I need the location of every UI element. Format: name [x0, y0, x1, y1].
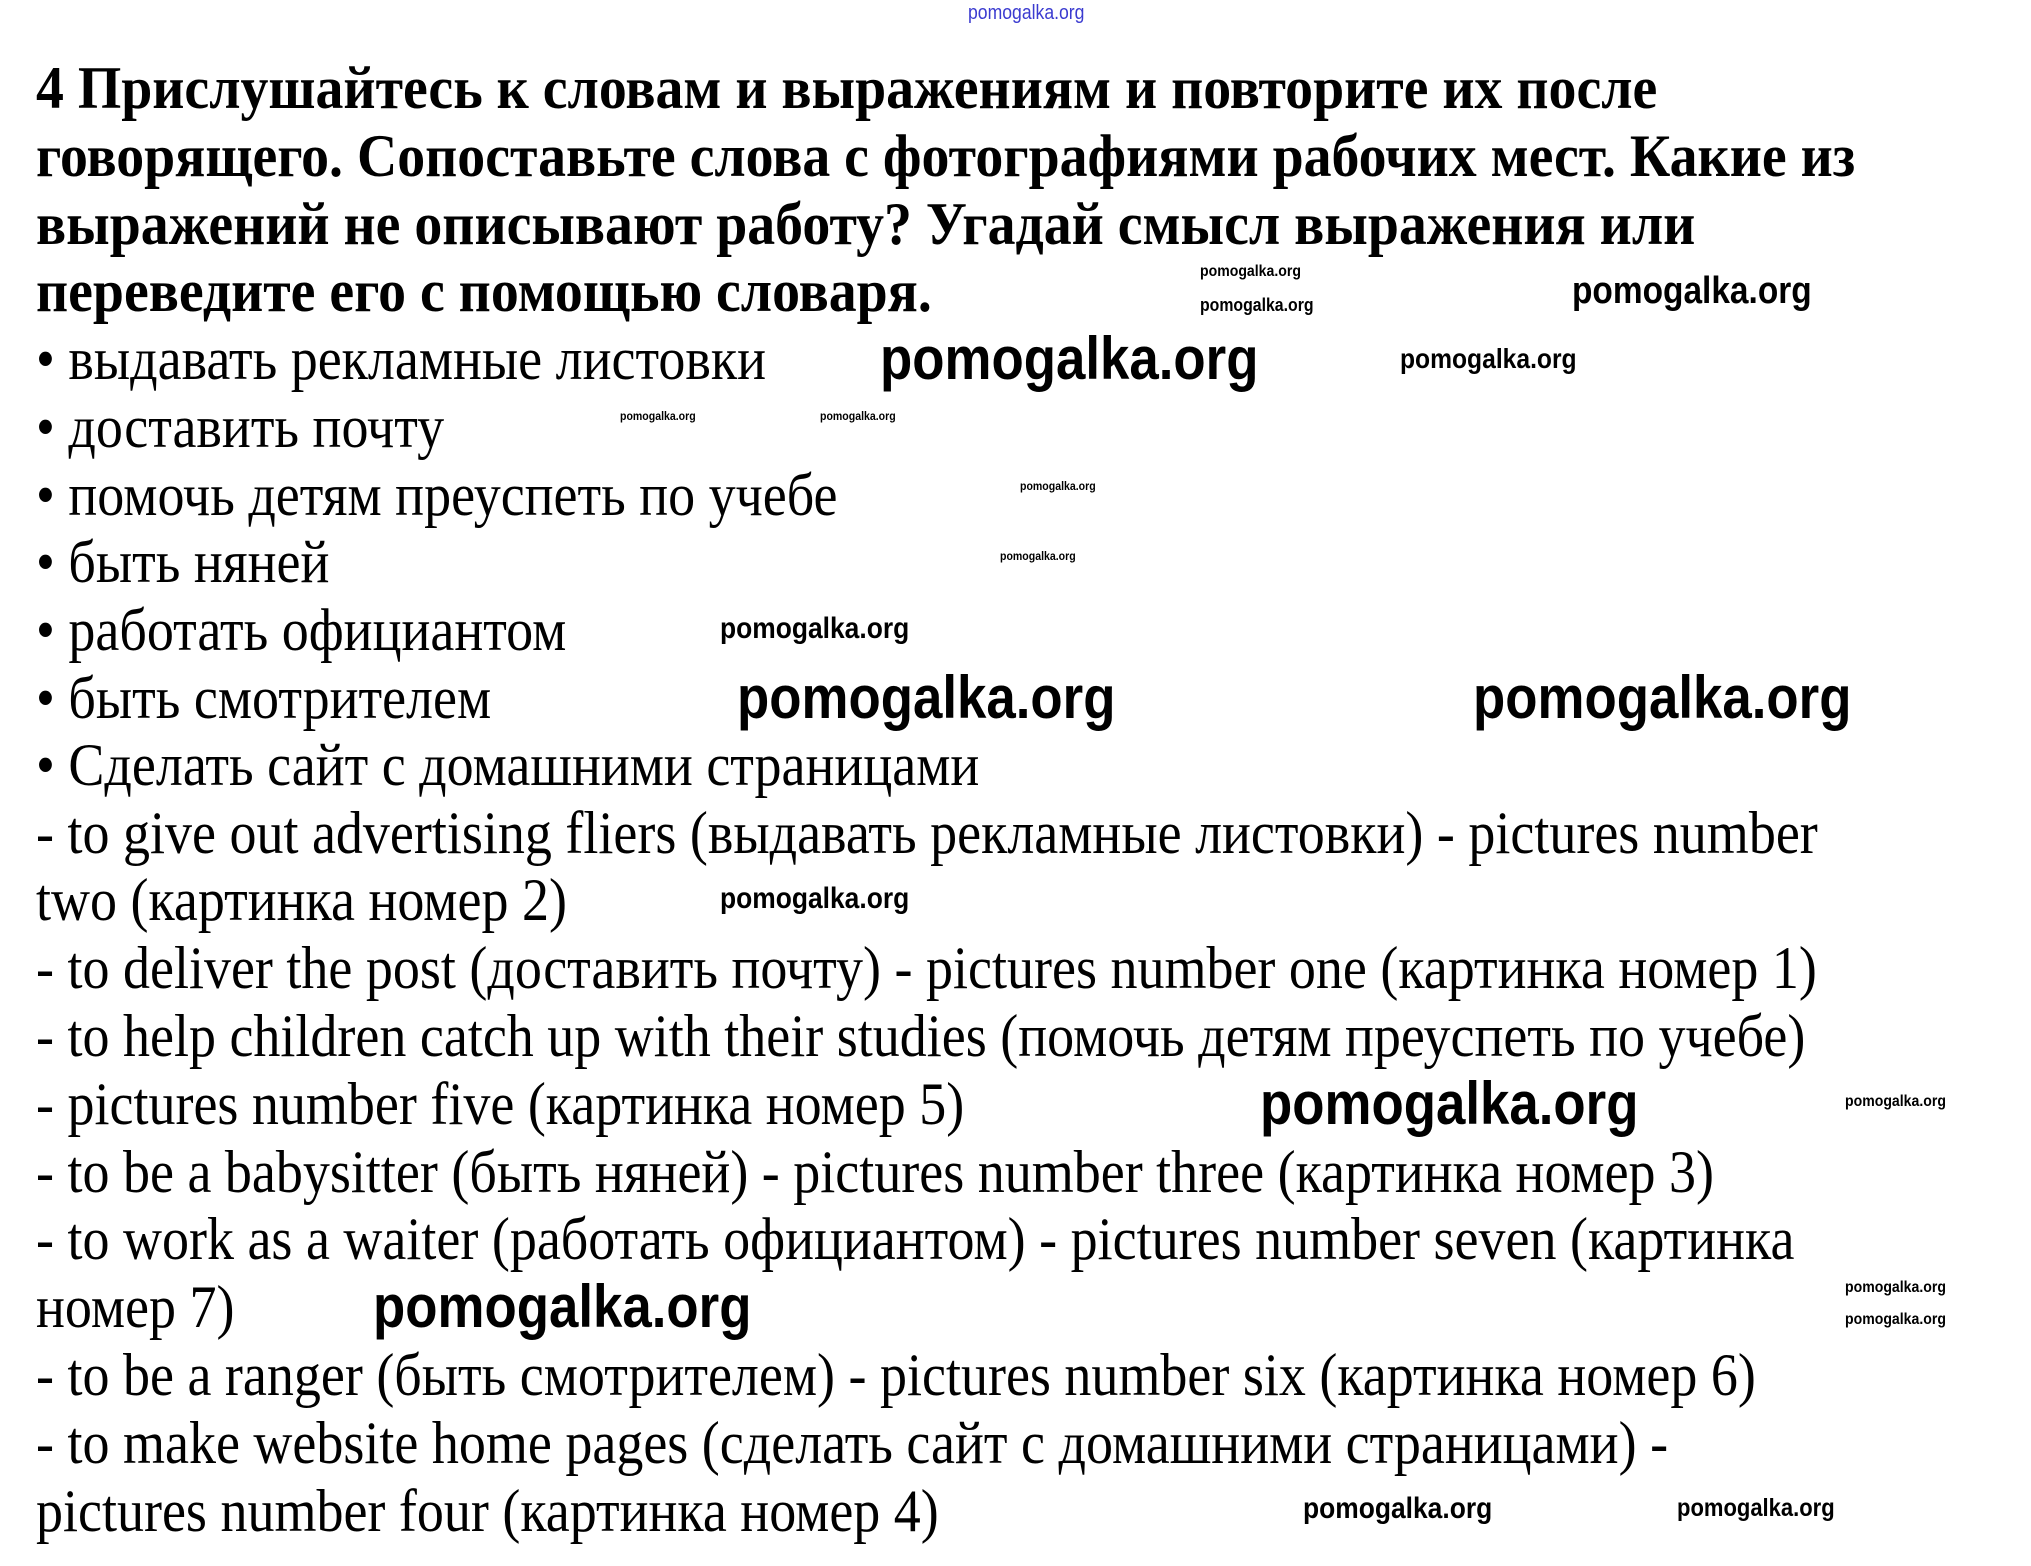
list-item: • Сделать сайт с домашними страницами: [36, 732, 980, 798]
answer-line: - to give out advertising fliers (выдавать рекламные листовки) - pictures number: [36, 800, 1818, 866]
watermark: pomogalka.org: [1845, 1279, 1946, 1296]
answer-line: two (картинка номер 2): [36, 867, 567, 933]
watermark: pomogalka.org: [1845, 1093, 1946, 1110]
answer-line: - to help children catch up with their studies (помочь детям преуспеть по учебе): [36, 1003, 1806, 1069]
title-line: переведите его с помощью словаря.: [36, 258, 932, 324]
answer-line: - pictures number five (картинка номер 5): [36, 1071, 965, 1137]
list-item: • быть няней: [36, 529, 330, 595]
watermark: pomogalka.org: [1200, 263, 1301, 280]
answer-line: - to be a babysitter (быть няней) - pictures number three (картинка номер 3): [36, 1139, 1715, 1205]
list-item: • быть смотрителем: [36, 665, 492, 731]
answer-line: номер 7): [36, 1274, 235, 1340]
title-line: выражений не описывают работу? Угадай смысл выражения или: [36, 191, 1696, 257]
watermark: pomogalka.org: [737, 664, 1116, 731]
watermark: pomogalka.org: [820, 409, 896, 423]
watermark: pomogalka.org: [1000, 549, 1076, 563]
watermark: pomogalka.org: [1260, 1070, 1639, 1137]
watermark: pomogalka.org: [1020, 479, 1096, 493]
title-line: 4 Прислушайтесь к словам и выражениям и повторите их после: [36, 55, 1658, 121]
answer-line: - to deliver the post (доставить почту) - pictures number one (картинка номер 1): [36, 935, 1817, 1001]
answer-line: pictures number four (картинка номер 4): [36, 1478, 939, 1544]
watermark: pomogalka.org: [1303, 1492, 1493, 1525]
watermark: pomogalka.org: [1200, 295, 1314, 315]
watermark: pomogalka.org: [1473, 664, 1852, 731]
list-item: • работать официантом: [36, 597, 567, 663]
answer-line: - to be a ranger (быть смотрителем) - pictures number six (картинка номер 6): [36, 1342, 1756, 1408]
header-watermark: pomogalka.org: [968, 2, 1085, 24]
watermark: pomogalka.org: [620, 409, 696, 423]
watermark: pomogalka.org: [1572, 270, 1812, 312]
watermark: pomogalka.org: [373, 1273, 752, 1340]
watermark: pomogalka.org: [1400, 343, 1577, 374]
watermark: pomogalka.org: [880, 325, 1259, 392]
watermark: pomogalka.org: [1677, 1494, 1835, 1522]
watermark: pomogalka.org: [720, 612, 910, 645]
answer-line: - to work as a waiter (работать официантом) - pictures number seven (картинка: [36, 1206, 1795, 1272]
watermark: pomogalka.org: [720, 882, 910, 915]
list-item: • помочь детям преуспеть по учебе: [36, 462, 838, 528]
list-item: • выдавать рекламные листовки: [36, 326, 766, 392]
list-item: • доставить почту: [36, 394, 445, 460]
title-line: говорящего. Сопоставьте слова с фотографиями рабочих мест. Какие из: [36, 123, 1856, 189]
answer-line: - to make website home pages (сделать сайт с домашними страницами) -: [36, 1410, 1669, 1476]
watermark: pomogalka.org: [1845, 1311, 1946, 1328]
